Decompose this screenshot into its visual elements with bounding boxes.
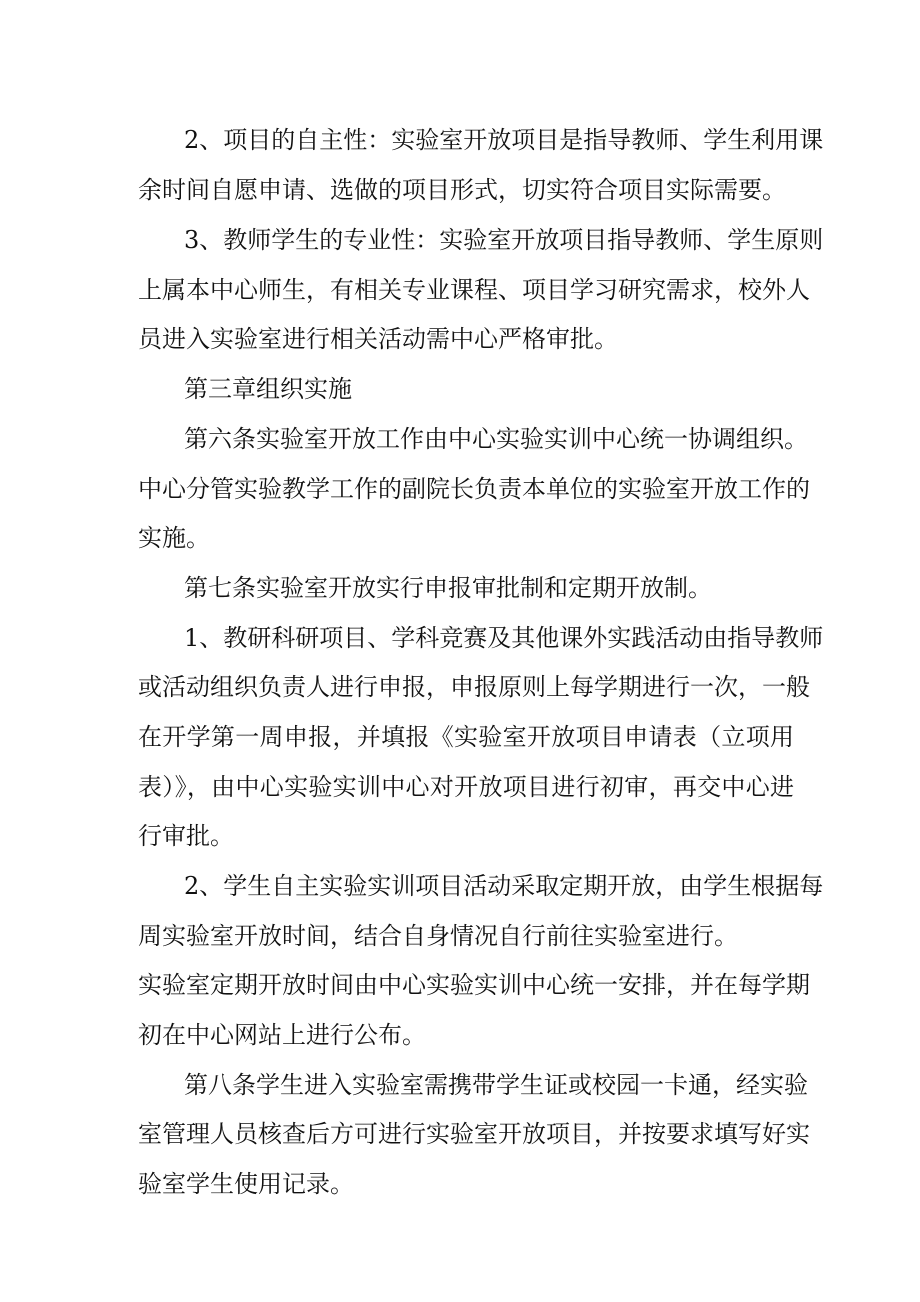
paragraph-line: 初在中心网站上进行公布。 [138,1021,426,1049]
paragraph-line: 2、学生自主实验实训项目活动采取定期开放，由学生根据每 [184,872,824,900]
paragraph-line: 第六条实验室开放工作由中心实验实训中心统一协调组织。 [184,425,808,453]
paragraph-line: 表）》，由中心实验实训中心对开放项目进行初审，再交中心进 [138,773,794,801]
paragraph-line: 1、教研科研项目、学科竞赛及其他课外实践活动由指导教师 [184,624,824,652]
paragraph-line: 2、项目的自主性：实验室开放项目是指导教师、学生利用课 [184,126,824,154]
paragraph-line: 室管理人员核查后方可进行实验室开放项目，并按要求填写好实 [138,1120,810,1148]
chapter-heading: 第三章组织实施 [184,375,352,403]
paragraph-line: 实验室定期开放时间由中心实验实训中心统一安排，并在每学期 [138,971,810,999]
paragraph-line: 上属本中心师生，有相关专业课程、项目学习研究需求，校外人 [138,276,810,304]
paragraph-line: 或活动组织负责人进行申报，申报原则上每学期进行一次，一般 [138,673,810,701]
paragraph-line: 第七条实验室开放实行申报审批制和定期开放制。 [184,574,712,602]
paragraph-line: 周实验室开放时间，结合自身情况自行前往实验室进行。 [138,922,738,950]
paragraph-line: 实施。 [138,524,210,552]
paragraph-line: 员进入实验室进行相关活动需中心严格审批。 [138,325,618,353]
paragraph-line: 行审批。 [138,822,234,850]
paragraph-line: 余时间自愿申请、选做的项目形式，切实符合项目实际需要。 [138,176,786,204]
paragraph-line: 中心分管实验教学工作的副院长负责本单位的实验室开放工作的 [138,475,810,503]
paragraph-line: 验室学生使用记录。 [138,1170,354,1198]
paragraph-line: 第八条学生进入实验室需携带学生证或校园一卡通，经实验 [184,1071,808,1099]
paragraph-line: 在开学第一周申报，并填报《实验室开放项目申请表（立项用 [138,723,794,751]
paragraph-line: 3、教师学生的专业性：实验室开放项目指导教师、学生原则 [184,226,824,254]
